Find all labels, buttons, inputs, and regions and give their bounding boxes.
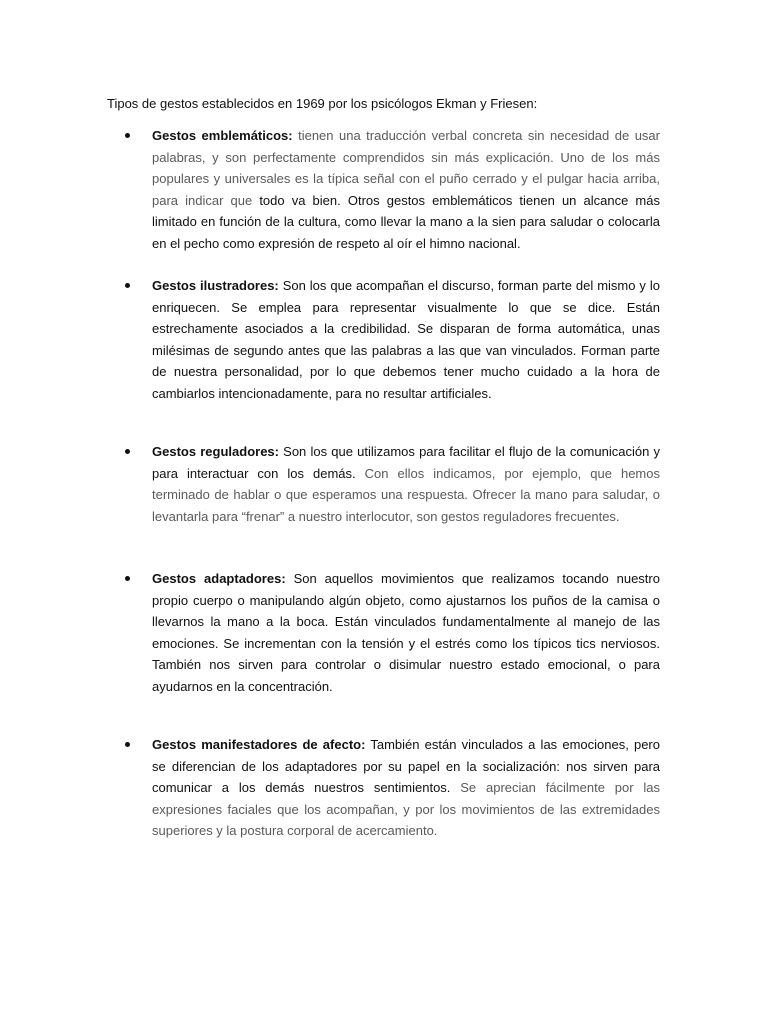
description-text: Con ellos indicamos, por ejemplo, que hemos terminado de hablar o que esperamos una respuesta. Ofrecer la mano para saludar, o levantarla para “frenar” a nuestro interlocutor, son gestos reguladores frecuentes. [152,465,660,524]
bullet-icon [125,576,130,581]
bullet-icon [125,133,130,138]
term-label: Gestos manifestadores de afecto: [152,737,366,752]
term-label: Gestos reguladores: [152,444,279,459]
description-text: tienen una traducción verbal concreta sin necesidad de usar palabras, y son perfectamente comprendidos sin más explicación. Uno de los más populares y universales es la típica señal con el puño cerrado y el pulgar hacia arriba, para indicar que [152,128,660,208]
list-item-adaptadores [152,568,660,698]
term-label: Gestos adaptadores: [152,571,286,586]
description-text: También están vinculados a las emociones, pero se diferencian de los adaptadores por su papel en la socialización: nos sirven para comunicar a los demás nuestros sentimientos. [152,737,660,796]
bullet-icon [125,449,130,454]
list-item-manifestadores [152,734,660,842]
bullet-icon [125,283,130,288]
term-label: Gestos ilustradores: [152,278,279,293]
list-item-ilustradores [152,275,660,405]
description-text: Son los que utilizamos para facilitar el flujo de la comunicación y para interactuar con los demás. [152,444,660,481]
intro-heading: Tipos de gestos establecidos en 1969 por los psicólogos Ekman y Friesen: [107,96,538,111]
description-text: Son aquellos movimientos que realizamos tocando nuestro propio cuerpo o manipulando algún objeto, como ajustarnos los puños de la camisa o llevarnos la mano a la boca. Están vinculados fundamentalmente al manejo de las emociones. Se incrementan con la tensión y el estrés como los típicos tics nerviosos. También nos sirven para controlar o disimular nuestro estado emocional, o para ayudarnos en la concentración. [152,571,660,694]
description-text: Son los que acompañan el discurso, forman parte del mismo y lo enriquecen. Se emplea para representar visualmente lo que se dice. Están estrechamente asociados a la credibilidad. Se disparan de forma automática, unas milésimas de segundo antes que las palabras a las que van vinculados. Forman parte de nuestra personalidad, por lo que debemos tener mucho cuidado a la hora de cambiarlos intencionadamente, para no resultar artificiales. [152,278,660,401]
list-item-reguladores [152,441,660,527]
description-text: todo va bien. Otros gestos emblemáticos tienen un alcance más limitado en función de la cultura, como llevar la mano a la sien para saludar o colocarla en el pecho como expresión de respeto al oír el himno nacional. [152,192,660,251]
list-item-emblematicos [152,125,660,255]
term-label: Gestos emblemáticos: [152,128,293,143]
description-text: Se aprecian fácilmente por las expresiones faciales que los acompañan, y por los movimientos de las extremidades superiores y la postura corporal de acercamiento. [152,780,660,839]
bullet-icon [125,742,130,747]
